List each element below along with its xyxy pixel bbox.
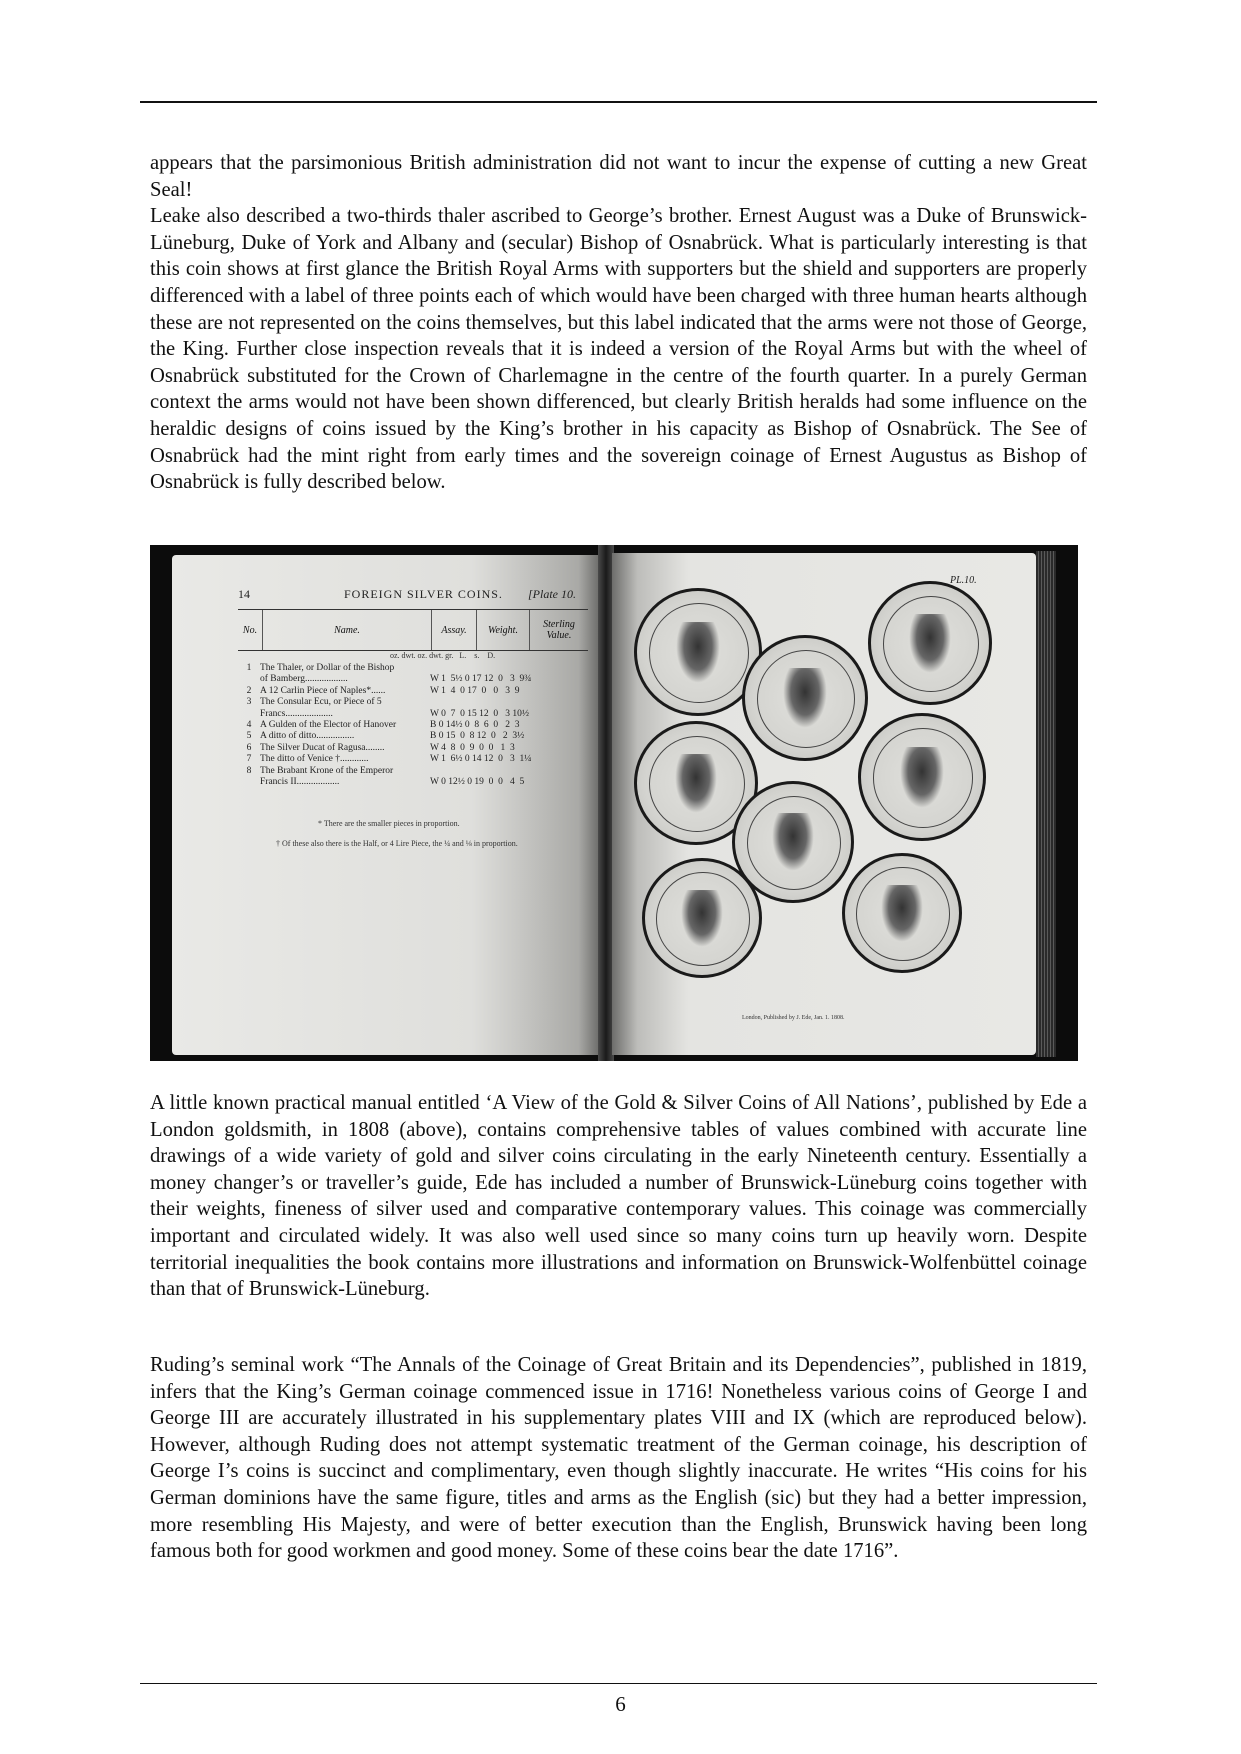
coin-plate — [612, 553, 1036, 1055]
coin-illustration — [742, 635, 868, 761]
book-page-edges — [1036, 551, 1056, 1057]
book-page-title: FOREIGN SILVER COINS. — [344, 587, 503, 601]
table-row — [238, 697, 588, 708]
row-number: 3 — [246, 697, 252, 708]
row-name: Francs.................... — [260, 708, 333, 719]
plate-imprint: London, Published by J. Ede, Jan. 1. 1808. — [742, 1015, 845, 1021]
row-name: A 12 Carlin Piece of Naples*...... — [260, 685, 386, 696]
table-row — [238, 720, 588, 731]
coin-illustration — [868, 581, 992, 705]
row-number — [238, 674, 260, 685]
book-plate-ref: [Plate 10. — [528, 587, 576, 601]
row-number — [238, 709, 260, 720]
table-row — [238, 766, 588, 777]
footnote: * There are the smaller pieces in proportion. — [318, 819, 460, 828]
table-row — [238, 731, 588, 742]
row-name: A ditto of ditto................ — [260, 731, 355, 742]
row-name: A Gulden of the Elector of Hanover — [260, 720, 397, 731]
row-name: The ditto of Venice †............ — [260, 754, 369, 765]
row-number: 6 — [246, 742, 252, 753]
row-number — [238, 777, 260, 788]
table-row — [238, 663, 588, 674]
table-row — [238, 674, 588, 685]
col-sterling: Sterling Value. — [543, 619, 575, 641]
row-values: B 0 15 0 8 12 0 2 3½ — [430, 731, 525, 742]
row-name: of Bamberg.................. — [260, 674, 348, 685]
row-values: W 1 4 0 17 0 0 3 9 — [430, 685, 520, 696]
footnote: † Of these also there is the Half, or 4 Lire Piece, the ¼ and ⅛ in proportion. — [276, 839, 518, 848]
coin-value-table — [238, 609, 588, 651]
paragraph: Leake also described a two-thirds thaler ascribed to George’s brother. Ernest August was a Duke of Brunswick-Lüneburg, Duke of York and Albany and (secular) Bishop of Osnabrück. What is particularly interesting is that this coin shows at first glance the British Royal Arms with supporters but the shield and supporters are properly differenced with a label of three points each of which would have been charged with three human hearts although these are not represented on the coins themselves, but this label indicated that the arms were not those of George, the King. Further close inspection reveals that it is indeed a version of the Royal Arms but with the wheel of Osnabrück substituted for the Crown of Charlemagne in the centre of the fourth quarter. In a purely German context the arms would not have been shown differenced, but clearly British heralds had some influence on the heraldic designs of coins issued by the King’s brother in his capacity as Bishop of Osnabrück. The See of Osnabrück had the mint right from early times and the sovereign coinage of Ernest Augustus as Bishop of Osnabrück is fully described below. — [150, 205, 1087, 494]
row-values: W 4 8 0 9 0 0 1 3 — [430, 742, 515, 753]
row-values: W 1 5½ 0 17 12 0 3 9¾ — [430, 674, 532, 685]
coin-illustration — [858, 713, 986, 841]
body-text-bottom — [150, 1352, 1087, 1565]
table-row — [238, 709, 588, 720]
row-values — [430, 663, 580, 674]
row-number: 7 — [246, 754, 252, 765]
col-name: Name. — [263, 610, 432, 650]
table-row — [238, 686, 588, 697]
row-number: 8 — [246, 765, 252, 776]
coin-illustration — [642, 858, 762, 978]
paragraph: Ruding’s seminal work “The Annals of the Coinage of Great Britain and its Dependencies”, published in 1819, infers that the King’s German coinage commenced issue in 1716! Nonetheless various coins of George I and George III are accurately illustrated in his supplementary plates VIII and IX (which are reproduced below). However, although Ruding does not attempt systematic treatment of the German coinage, his description of George I’s coins is succinct and complimentary, even though slightly inaccurate. He writes “His coins for his German dominions have the same figure, titles and arms as the English (sic) but they had a better impression, more resembling His Majesty, and were of better execution than the English, Brunswick having been long famous both for good workmen and good money. Some of these coins bear the date 1716”. — [150, 1354, 1087, 1563]
row-name: The Consular Ecu, or Piece of 5 — [260, 697, 382, 708]
table-row — [238, 743, 588, 754]
row-number: 2 — [246, 685, 252, 696]
paragraph: A little known practical manual entitled ‘A View of the Gold & Silver Coins of All Nations’, published by Ede a London goldsmith, in 1808 (above), contains comprehensive tables of values combined with accurate line drawings of a wide variety of gold and silver coins circulating in the early Nineteenth century. Essentially a money changer’s or traveller’s guide, Ede has included a number of Brunswick-Lüneburg coins together with their weights, fineness of silver used and comparative contemporary values. This coinage was commercially important and circulated widely. It was also well used since so many coins turn up heavily worn. Despite territorial inequalities the book contains more illustrations and information on Brunswick-Wolfenbüttel coinage than that of Brunswick-Lüneburg. — [150, 1092, 1087, 1301]
row-values — [430, 766, 580, 777]
row-number: 4 — [246, 720, 252, 731]
table-row — [238, 754, 588, 765]
body-text-top — [150, 150, 1087, 496]
row-values: W 0 7 0 15 12 0 3 10½ — [430, 708, 530, 719]
footer-rule — [140, 1683, 1097, 1684]
row-values — [430, 697, 580, 708]
row-number: 1 — [246, 663, 252, 673]
row-name: Francis II.................. — [260, 777, 340, 788]
coin-illustration — [842, 853, 962, 973]
page-number: 6 — [615, 1692, 626, 1716]
row-values: W 1 6½ 0 14 12 0 3 1¼ — [430, 754, 532, 765]
row-values: W 0 12½ 0 19 0 0 4 5 — [430, 777, 525, 788]
body-text-middle — [150, 1090, 1087, 1303]
col-weight: Weight. — [477, 610, 530, 650]
paragraph: appears that the parsimonious British administration did not want to incur the expense of cutting a new Great Seal! — [150, 152, 1087, 201]
col-assay: Assay. — [432, 610, 477, 650]
row-name: The Thaler, or Dollar of the Bishop — [260, 663, 395, 673]
row-name: The Brabant Krone of the Emperor — [260, 765, 394, 776]
col-no: No. — [238, 610, 263, 650]
row-values: B 0 14½ 0 8 6 0 2 3 — [430, 720, 520, 731]
book-page-number: 14 — [238, 587, 250, 601]
plate-label: PL.10. — [950, 575, 977, 586]
row-number: 5 — [246, 731, 252, 742]
table-row — [238, 777, 588, 788]
table-units: oz. dwt. oz. dwt. gr. L. s. D. — [390, 651, 496, 660]
header-rule — [140, 101, 1097, 103]
row-name: The Silver Ducat of Ragusa........ — [260, 742, 385, 753]
table-header — [238, 610, 588, 651]
book-photograph — [150, 545, 1078, 1061]
table-body — [238, 663, 588, 788]
